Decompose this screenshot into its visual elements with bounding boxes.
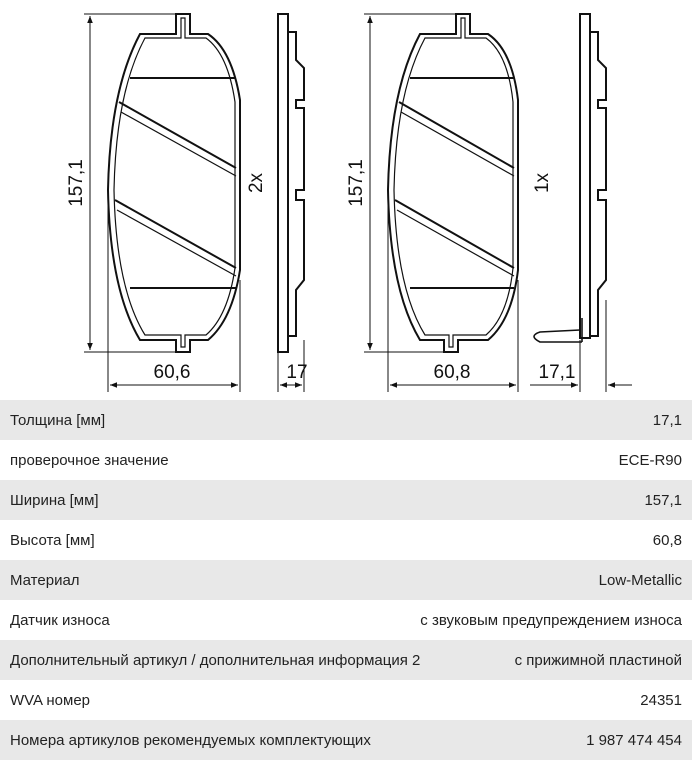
spec-row-wva-number [0,680,692,720]
right-pad-front-view [388,14,518,352]
spec-row-additional-info [0,640,692,680]
spec-value: с прижимной пластиной [514,651,682,669]
left-pad-quantity-label: 2x [246,172,267,194]
spec-value: 157,1 [644,491,682,509]
spec-value: 60,8 [652,531,682,549]
spec-value: ECE-R90 [618,451,682,469]
spec-label: Толщина [мм] [10,411,106,429]
spec-row-wear-sensor [0,600,692,640]
right-pad-thickness-label: 17,1 [538,362,576,383]
spec-label: WVA номер [10,691,91,709]
right-pad-quantity-label: 1x [532,172,553,194]
spec-label: Материал [10,571,80,589]
left-pad-front-view [108,14,240,352]
spec-row-thickness [0,400,692,440]
spec-value: с звуковым предупреждением износа [420,611,682,629]
spec-row-recommended-parts [0,720,692,760]
right-pad-height-label: 157,1 [346,159,367,207]
spec-row-height [0,520,692,560]
left-pad-height-label: 157,1 [66,159,87,207]
spec-label: Ширина [мм] [10,491,99,509]
spec-label: Номера артикулов рекомендуемых комплектующих [10,731,371,749]
spec-label: Высота [мм] [10,531,95,549]
spec-value: Low-Metallic [598,571,682,589]
spec-label: проверочное значение [10,451,169,469]
spec-row-material [0,560,692,600]
left-pad-thickness-label: 17 [286,362,308,383]
spec-value: 24351 [640,691,682,709]
left-pad-side-view [278,14,304,352]
right-pad-width-label: 60,8 [433,362,471,383]
spec-label: Датчик износа [10,611,110,629]
left-pad-width-label: 60,6 [153,362,191,383]
spec-row-width [0,480,692,520]
spec-label: Дополнительный артикул / дополнительная информация 2 [10,651,421,669]
spec-row-test-value [0,440,692,480]
spec-value: 17,1 [652,411,682,429]
spec-value: 1 987 474 454 [586,731,682,749]
specs-table [0,400,692,760]
